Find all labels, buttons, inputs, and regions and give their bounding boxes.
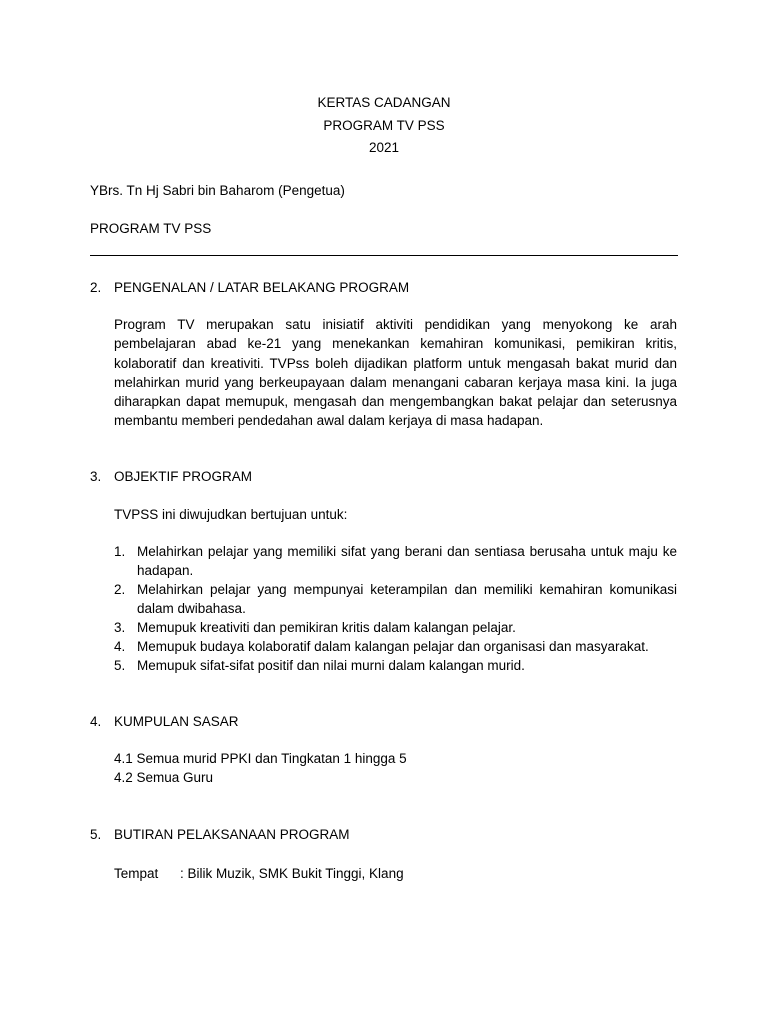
- venue-value: : Bilik Muzik, SMK Bukit Tinggi, Klang: [180, 866, 404, 881]
- section-2-body: Program TV merupakan satu inisiatif aktiviti pendidikan yang menyokong ke arah pembelajaran abad ke-21 yang menekankan kemahiran komunikasi, pemikiran kritis, kolaboratif dan kreativiti. TVPss boleh dijadikan platform untuk mengasah bakat murid dan melahirkan murid yang berkeupayaan dalam menangani cabaran kerjaya masa kini. Ia juga diharapkan dapat memupuk, mengasah dan mengembangkan bakat pelajar dan seterusnya membantu memberi pendedahan awal dalam kerjaya di masa hadapan.: [114, 317, 677, 429]
- section-4-heading: KUMPULAN SASAR: [114, 714, 239, 729]
- section-3-heading: OBJEKTIF PROGRAM: [114, 469, 253, 484]
- objective-number: 1.: [114, 544, 126, 559]
- objective-number: 2.: [114, 582, 126, 597]
- section-5-heading: BUTIRAN PELAKSANAAN PROGRAM: [114, 827, 350, 842]
- addressee: YBrs. Tn Hj Sabri bin Baharom (Pengetua): [90, 183, 345, 198]
- subject-line: PROGRAM TV PSS: [90, 221, 212, 236]
- objective-number: 3.: [114, 620, 126, 635]
- target-group-item: 4.1 Semua murid PPKI dan Tingkatan 1 hingga 5: [114, 751, 407, 766]
- objective-item: Melahirkan pelajar yang mempunyai keterampilan dan memiliki kemahiran komunikasi dalam dwibahasa.: [137, 582, 677, 616]
- doc-title-line1: KERTAS CADANGAN: [317, 95, 451, 110]
- objective-number: 4.: [114, 639, 126, 654]
- doc-title-line2: PROGRAM TV PSS: [323, 118, 445, 133]
- subject-divider: [90, 255, 678, 256]
- section-3-intro: TVPSS ini diwujudkan bertujuan untuk:: [114, 507, 348, 522]
- section-4-number: 4.: [90, 714, 102, 729]
- objective-item: Memupuk kreativiti dan pemikiran kritis dalam kalangan pelajar.: [137, 620, 516, 635]
- target-group-item: 4.2 Semua Guru: [114, 770, 214, 785]
- objective-item: Memupuk budaya kolaboratif dalam kalangan pelajar dan organisasi dan masyarakat.: [137, 639, 649, 654]
- section-3-number: 3.: [90, 469, 102, 484]
- objective-item: Melahirkan pelajar yang memiliki sifat yang berani dan sentiasa berusaha untuk maju ke hadapan.: [137, 544, 677, 578]
- section-2-heading: PENGENALAN / LATAR BELAKANG PROGRAM: [114, 280, 410, 295]
- objective-item: Memupuk sifat-sifat positif dan nilai murni dalam kalangan murid.: [137, 658, 525, 673]
- doc-title-year: 2021: [368, 140, 400, 155]
- section-5-number: 5.: [90, 827, 102, 842]
- objective-number: 5.: [114, 658, 126, 673]
- section-2-number: 2.: [90, 280, 102, 295]
- venue-label: Tempat: [114, 866, 159, 881]
